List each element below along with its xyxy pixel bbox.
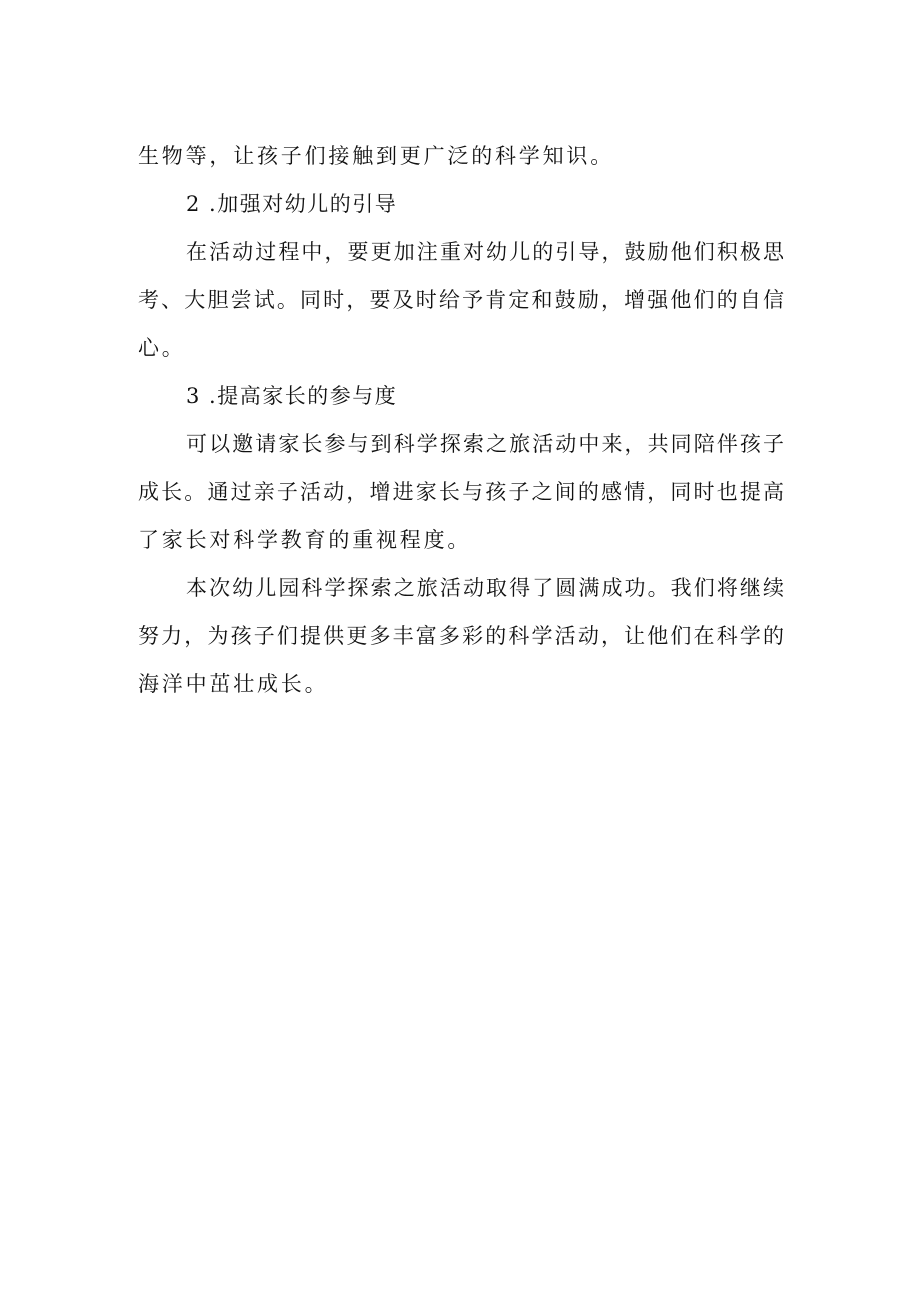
section-heading-3: 3 .提高家长的参与度 (186, 384, 398, 408)
paragraph-line: 生物等，让孩子们接触到更广泛的科学知识。 (138, 144, 614, 168)
paragraph-line: 海洋中茁壮成长。 (138, 672, 329, 696)
paragraph-line: 可以邀请家长参与到科学探索之旅活动中来，共同陪伴孩子 (186, 432, 784, 456)
paragraph-line: 了家长对科学教育的重视程度。 (138, 528, 472, 552)
paragraph-line: 本次幼儿园科学探索之旅活动取得了圆满成功。我们将继续 (186, 576, 784, 600)
paragraph-line: 成长。通过亲子活动，增进家长与孩子之间的感情，同时也提高 (138, 480, 784, 504)
paragraph-line: 努力，为孩子们提供更多丰富多彩的科学活动，让他们在科学的 (138, 624, 784, 648)
paragraph-line: 在活动过程中，要更加注重对幼儿的引导，鼓励他们积极思 (186, 240, 784, 264)
section-heading-2: 2 .加强对幼儿的引导 (186, 192, 398, 216)
paragraph-line: 考、大胆尝试。同时，要及时给予肯定和鼓励，增强他们的自信 (138, 288, 784, 312)
document-body (138, 132, 784, 708)
paragraph-line: 心。 (138, 336, 186, 360)
